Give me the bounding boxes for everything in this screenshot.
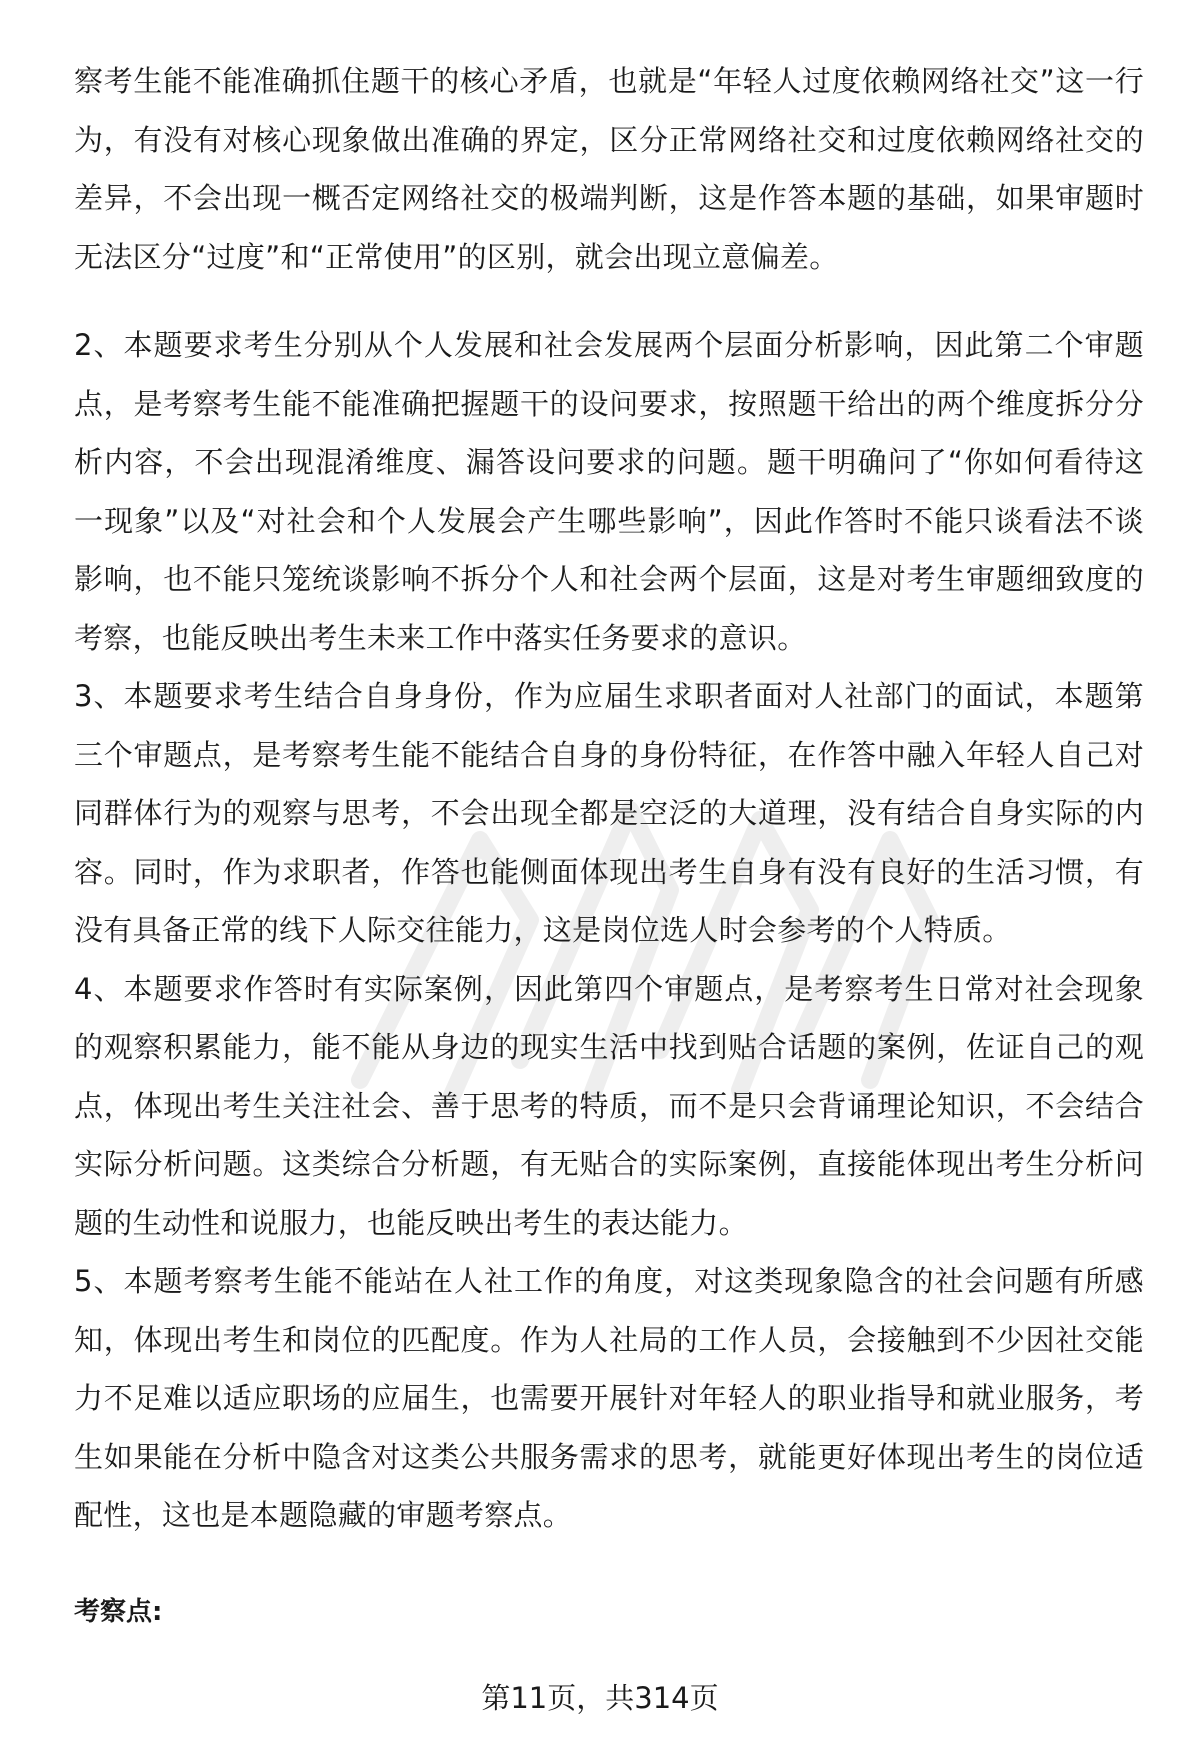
- page-number-footer: 第11页，共314页: [481, 1681, 719, 1715]
- paragraph-1: 察考生能不能准确抓住题干的核心矛盾，也就是“年轻人过度依赖网络社交”这一行为，有没有对核心现象做出准确的界定，区分正常网络社交和过度依赖网络社交的差异，不会出现一概否定网络社交的极端判断，这是作答本题的基础，如果审题时无法区分“过度”和“正常使用”的区别，就会出现立意偏差。: [74, 64, 1144, 274]
- paragraph-spacer: [74, 286, 1144, 316]
- body-text: [74, 52, 1144, 1545]
- section-heading-examination-points: 考察点:: [74, 1597, 163, 1627]
- paragraph-2: 2、本题要求考生分别从个人发展和社会发展两个层面分析影响，因此第二个审题点，是考察考生能不能准确把握题干的设问要求，按照题干给出的两个维度拆分分析内容，不会出现混淆维度、漏答设问要求的问题。题干明确问了“你如何看待这一现象”以及“对社会和个人发展会产生哪些影响”，因此作答时不能只谈看法不谈影响，也不能只笼统谈影响不拆分个人和社会两个层面，这是对考生审题细致度的考察，也能反映出考生未来工作中落实任务要求的意识。: [74, 328, 1144, 655]
- paragraph-4: 4、本题要求作答时有实际案例，因此第四个审题点，是考察考生日常对社会现象的观察积累能力，能不能从身边的现实生活中找到贴合话题的案例，佐证自己的观点，体现出考生关注社会、善于思考的特质，而不是只会背诵理论知识，不会结合实际分析问题。这类综合分析题，有无贴合的实际案例，直接能体现出考生分析问题的生动性和说服力，也能反映出考生的表达能力。: [74, 971, 1144, 1240]
- paragraph-3: 3、本题要求考生结合自身身份，作为应届生求职者面对人社部门的面试，本题第三个审题点，是考察考生能不能结合自身的身份特征，在作答中融入年轻人自己对同群体行为的观察与思考，不会出现全都是空泛的大道理，没有结合自身实际的内容。同时，作为求职者，作答也能侧面体现出考生自身有没有良好的生活习惯，有没有具备正常的线下人际交往能力，这是岗位选人时会参考的个人特质。: [74, 679, 1144, 947]
- paragraph-5: 5、本题考察考生能不能站在人社工作的角度，对这类现象隐含的社会问题有所感知，体现出考生和岗位的匹配度。作为人社局的工作人员，会接触到不少因社交能力不足难以适应职场的应届生，也需要开展针对年轻人的职业指导和就业服务，考生如果能在分析中隐含对这类公共服务需求的思考，就能更好体现出考生的岗位适配性，这也是本题隐藏的审题考察点。: [74, 1264, 1144, 1532]
